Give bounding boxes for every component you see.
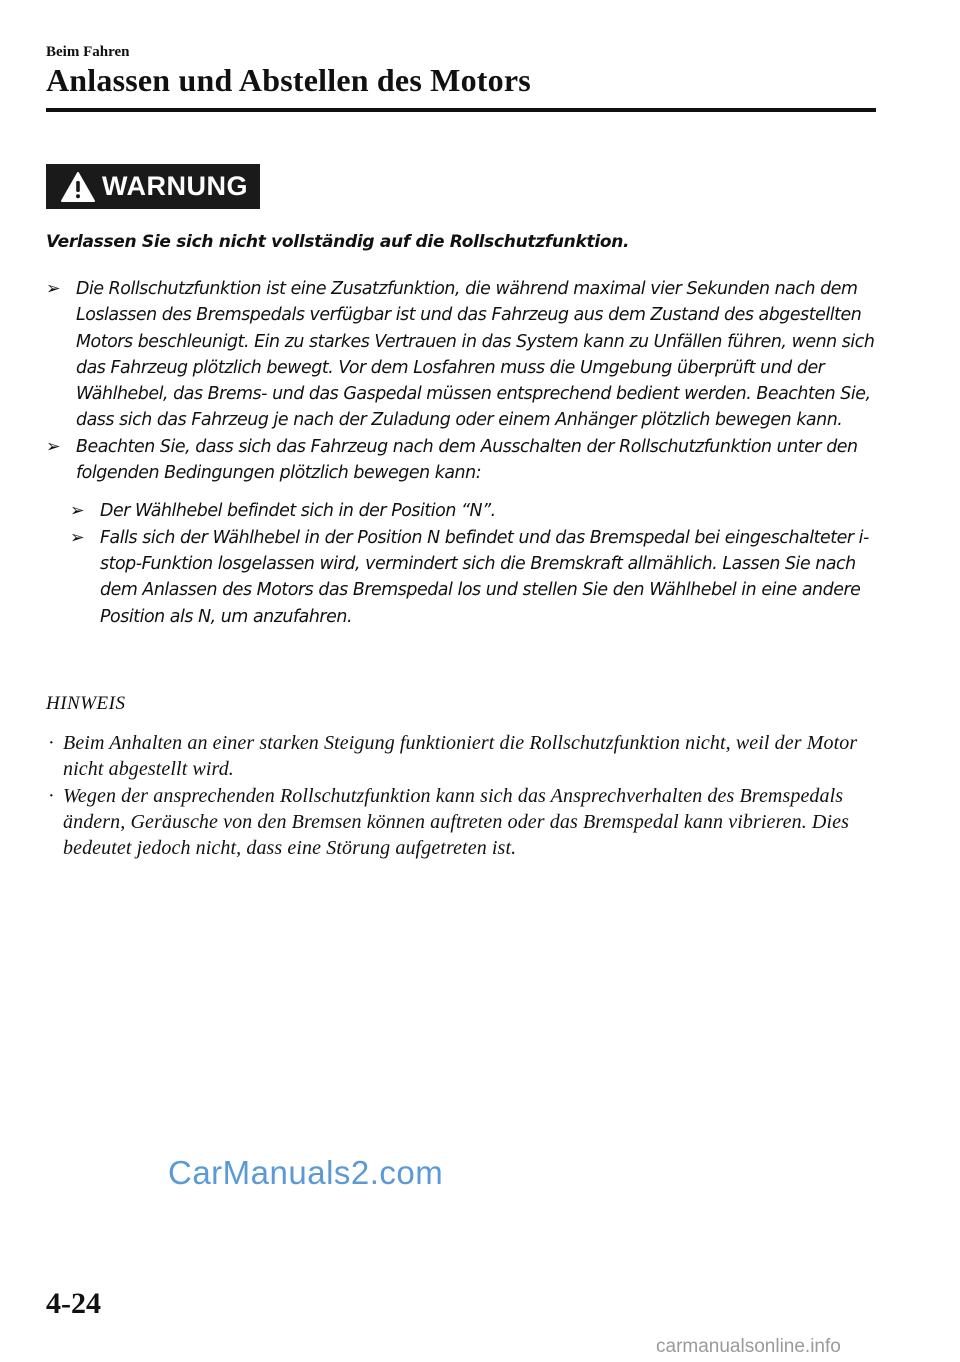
note-heading: HINWEIS — [46, 693, 126, 714]
warning-item-text: Die Rollschutzfunktion ist eine Zusatzfunktion, die während maximal vier Sekunden nach dem Loslassen des Bremspedals verfügbar ist und das Fahrzeug aus dem Zustand des abgestellten Motors beschleunigt. Ein zu starkes Vertrauen in das System kann zu Unfällen führen, wenn sich das Fahrzeug plötzlich bewegt. Vor dem Losfahren muss die Umgebung überprüft und der Wählhebel, das Brems- und das Gaspedal müssen entsprechend bedient werden. Beachten Sie, dass sich das Fahrzeug je nach der Zuladung oder einem Anhänger plötzlich bewegen kann. — [76, 279, 875, 431]
arrow-bullet-icon: ➢ — [46, 279, 61, 299]
warning-badge — [46, 164, 260, 209]
arrow-bullet-icon: ➢ — [70, 501, 85, 522]
warning-label: WARNUNG — [102, 171, 248, 201]
warning-subitem — [70, 525, 876, 630]
warning-item-text: Beachten Sie, dass sich das Fahrzeug nach dem Ausschalten der Rollschutzfunktion unter den folgenden Bedingungen plötzlich bewegen kann: — [76, 436, 858, 484]
dot-bullet-icon: · — [48, 732, 55, 754]
warning-item — [46, 276, 876, 434]
note-list — [46, 730, 876, 861]
arrow-bullet-icon: ➢ — [46, 436, 61, 457]
dot-bullet-icon: · — [48, 784, 55, 807]
title-divider — [46, 108, 876, 112]
note-item — [46, 783, 876, 862]
arrow-bullet-icon: ➢ — [70, 527, 85, 548]
warning-sublist — [70, 498, 876, 629]
note-item — [46, 730, 876, 783]
page-number: 4-24 — [46, 1287, 101, 1320]
footer-source-text: carmanualsonline.info — [656, 1336, 841, 1357]
warning-triangle-icon — [60, 171, 96, 203]
note-item-text: Beim Anhalten an einer starken Steigung funktioniert die Rollschutzfunktion nicht, weil der Motor nicht abgestellt wird. — [63, 732, 858, 781]
warning-subitem — [70, 498, 876, 524]
warning-item — [46, 434, 876, 487]
warning-subitem-text: Der Wählhebel befindet sich in der Position “N”. — [100, 501, 496, 522]
warning-list — [46, 276, 876, 630]
note-item-text: Wegen der ansprechenden Rollschutzfunktion kann sich das Ansprechverhalten des Bremspedals ändern, Geräusche von den Bremsen können auftreten oder das Bremspedal kann vibrieren. Dies bedeutet jedoch nicht, dass eine Störung aufgetreten ist. — [63, 784, 849, 860]
warning-heading: Verlassen Sie sich nicht vollständig auf die Rollschutzfunktion. — [46, 232, 630, 252]
section-label: Beim Fahren — [46, 44, 130, 60]
page-title: Anlassen und Abstellen des Motors — [46, 62, 531, 98]
watermark: CarManuals2.com — [168, 1154, 444, 1191]
warning-subitem-text: Falls sich der Wählhebel in der Position N befindet und das Bremspedal bei eingeschalteter i-stop-Funktion losgelassen wird, vermindert sich die Bremskraft allmählich. Lassen Sie nach dem Anlassen des Motors das Bremspedal los und stellen Sie den Wählhebel in eine andere Position als N, um anzufahren. — [100, 527, 869, 627]
